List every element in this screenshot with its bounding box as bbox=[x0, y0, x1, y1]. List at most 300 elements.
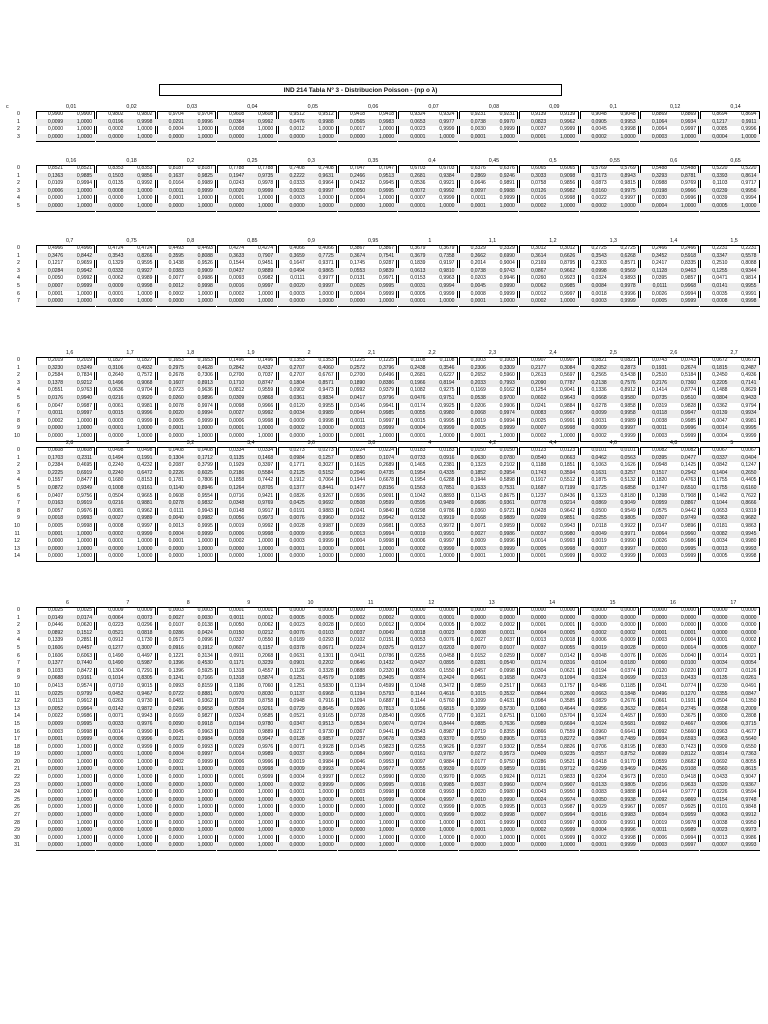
probability-cell: 0,6703 bbox=[410, 165, 426, 171]
cumulative-cell: 0,4677 bbox=[741, 728, 757, 735]
cumulative-cell: 0,0786 bbox=[378, 652, 394, 659]
lambda-label: 0,03 bbox=[186, 104, 198, 110]
cumulative-cell: 0,9884 bbox=[439, 758, 455, 765]
cumulative-cell: 0,9978 bbox=[258, 180, 274, 187]
cumulative-cell: 0,0000 bbox=[560, 614, 576, 621]
table-row bbox=[14, 545, 760, 554]
cumulative-cell: 0,0000 bbox=[741, 629, 757, 636]
probability-cell: 0,0000 bbox=[349, 298, 365, 305]
probability-cell: 0,1353 bbox=[289, 357, 305, 363]
lambda-label: 0,05 bbox=[307, 104, 318, 110]
cumulative-cell: 0,9161 bbox=[137, 484, 153, 491]
probability-cell: 0,0194 bbox=[229, 720, 245, 727]
cumulative-cell: 0,8666 bbox=[741, 500, 757, 507]
cumulative-cell: 0,9815 bbox=[620, 180, 636, 187]
cumulative-cell: 1,0000 bbox=[680, 202, 696, 209]
probability-cell: 0,0016 bbox=[410, 781, 426, 788]
probability-cell: 0,0109 bbox=[47, 180, 63, 187]
probability-cell: 0,0284 bbox=[47, 267, 63, 274]
probability-cell: 0,0083 bbox=[531, 410, 547, 417]
probability-cell: 0,1755 bbox=[712, 477, 728, 484]
probability-cell: 0,1912 bbox=[289, 477, 305, 484]
cumulative-cell: 0,3405 bbox=[378, 675, 394, 682]
probability-cell: 0,1563 bbox=[410, 484, 426, 491]
table-row bbox=[14, 538, 760, 546]
probability-cell: 0,0003 bbox=[349, 789, 365, 796]
cumulative-cell: 0,0142 bbox=[560, 652, 576, 659]
cumulative-cell: 0,0000 bbox=[318, 607, 334, 613]
cumulative-cell: 0,9896 bbox=[197, 394, 213, 401]
probability-cell: 0,0169 bbox=[168, 713, 184, 720]
cumulative-cell: 0,6694 bbox=[560, 720, 576, 727]
cumulative-cell: 0,9992 bbox=[258, 118, 274, 125]
probability-cell: 0,0255 bbox=[591, 515, 607, 522]
probability-cell: 0,1858 bbox=[229, 477, 245, 484]
c-value: 27 bbox=[14, 812, 20, 819]
probability-cell: 0,0147 bbox=[651, 522, 667, 529]
probability-cell: 0,2226 bbox=[168, 469, 184, 476]
cumulative-cell: 0,9907 bbox=[560, 781, 576, 788]
cumulative-cell: 1,0000 bbox=[560, 298, 576, 305]
probability-cell: 0,0001 bbox=[47, 290, 63, 297]
cumulative-cell: 1,0000 bbox=[197, 812, 213, 819]
probability-cell: 0,0001 bbox=[410, 812, 426, 819]
cumulative-cell: 0,0037 bbox=[499, 637, 515, 644]
cumulative-cell: 0,0907 bbox=[560, 357, 576, 363]
table-row bbox=[14, 812, 760, 820]
cumulative-cell: 1,0000 bbox=[197, 553, 213, 560]
probability-cell: 0,0040 bbox=[168, 515, 184, 522]
probability-cell: 0,2725 bbox=[591, 245, 607, 251]
cumulative-cell: 0,2068 bbox=[258, 652, 274, 659]
cumulative-cell: 0,0821 bbox=[620, 357, 636, 363]
probability-cell: 0,1194 bbox=[350, 690, 365, 697]
probability-cell: 0,0565 bbox=[349, 118, 365, 125]
probability-cell: 0,0959 bbox=[651, 500, 667, 507]
cumulative-cell: 0,9993 bbox=[560, 538, 576, 545]
probability-cell: 0,1438 bbox=[168, 260, 184, 267]
probability-cell: 0,0002 bbox=[591, 133, 607, 140]
probability-cell: 0,0111 bbox=[652, 282, 667, 289]
probability-cell: 0,1241 bbox=[168, 675, 184, 682]
probability-cell: 0,0000 bbox=[410, 827, 426, 834]
probability-cell: 0,0031 bbox=[591, 417, 607, 424]
probability-cell: 0,0061 bbox=[108, 402, 124, 409]
probability-cell: 0,0000 bbox=[168, 298, 184, 305]
cumulative-cell: 0,9989 bbox=[680, 827, 696, 834]
table-row bbox=[17, 477, 760, 485]
probability-cell: 0,0216 bbox=[108, 500, 124, 507]
probability-cell: 0,0272 bbox=[470, 751, 486, 758]
probability-cell: 0,2384 bbox=[47, 462, 63, 469]
cumulative-cell: 0,2674 bbox=[680, 364, 696, 371]
probability-cell: 0,0902 bbox=[289, 387, 305, 394]
probability-cell: 0,0020 bbox=[289, 282, 305, 289]
probability-cell: 0,0001 bbox=[349, 545, 365, 552]
cumulative-cell: 0,9796 bbox=[378, 394, 394, 401]
cumulative-cell: 0,9421 bbox=[258, 492, 274, 499]
probability-cell: 0,2033 bbox=[470, 379, 486, 386]
cumulative-cell: 0,3546 bbox=[439, 364, 455, 371]
data-rows bbox=[17, 165, 757, 211]
probability-cell: 0,0462 bbox=[591, 454, 607, 461]
table-row bbox=[17, 417, 760, 426]
probability-cell: 0,1099 bbox=[470, 698, 486, 705]
probability-cell: 0,0189 bbox=[289, 637, 305, 644]
probability-cell: 0,0144 bbox=[651, 789, 667, 796]
probability-cell: 0,0030 bbox=[651, 195, 667, 202]
probability-cell: 0,0226 bbox=[712, 789, 728, 796]
probability-cell: 0,0006 bbox=[47, 187, 63, 194]
cumulative-cell: 0,4657 bbox=[620, 713, 636, 720]
c-value: 17 bbox=[14, 736, 20, 743]
lambda-label: 2,2 bbox=[428, 350, 436, 356]
cumulative-cell: 0,0009 bbox=[137, 607, 153, 613]
cumulative-cell: 0,0000 bbox=[620, 614, 636, 621]
probability-cell: 0,0418 bbox=[591, 758, 607, 765]
cumulative-cell: 0,9981 bbox=[741, 417, 757, 424]
probability-cell: 0,0002 bbox=[591, 553, 607, 560]
probability-cell: 0,0602 bbox=[531, 394, 547, 401]
c-value: 5 bbox=[17, 282, 20, 289]
probability-cell: 0,1414 bbox=[651, 387, 667, 394]
probability-cell: 0,3659 bbox=[289, 252, 305, 259]
probability-cell: 0,0613 bbox=[410, 267, 426, 274]
cumulative-cell: 0,3675 bbox=[680, 713, 696, 720]
probability-cell: 0,0021 bbox=[168, 736, 184, 743]
cumulative-cell: 0,0004 bbox=[680, 637, 696, 644]
cumulative-cell: 0,0005 bbox=[439, 622, 455, 629]
probability-cell: 0,3393 bbox=[712, 172, 728, 179]
cumulative-cell: 0,9379 bbox=[378, 387, 394, 394]
probability-cell: 0,1557 bbox=[47, 477, 63, 484]
cumulative-cell: 0,0212 bbox=[258, 629, 274, 636]
probability-cell: 0,0003 bbox=[651, 133, 667, 140]
probability-cell: 0,0000 bbox=[531, 842, 547, 849]
probability-cell: 0,0013 bbox=[712, 545, 728, 552]
cumulative-cell: 0,9940 bbox=[76, 394, 92, 401]
probability-cell: 0,0384 bbox=[229, 118, 245, 125]
probability-cell: 0,0044 bbox=[349, 410, 365, 417]
cumulative-cell: 0,9999 bbox=[620, 432, 636, 439]
cumulative-cell: 0,9999 bbox=[197, 417, 213, 424]
c-value: 2 bbox=[17, 180, 20, 187]
cumulative-cell: 0,0671 bbox=[318, 644, 334, 651]
probability-cell: 0,0417 bbox=[349, 394, 365, 401]
cumulative-cell: 0,9769 bbox=[258, 500, 274, 507]
cumulative-cell: 0,9960 bbox=[499, 781, 515, 788]
cumulative-cell: 0,4724 bbox=[137, 245, 153, 251]
cumulative-cell: 1,0000 bbox=[137, 553, 153, 560]
probability-cell: 0,0002 bbox=[229, 538, 245, 545]
probability-cell: 0,0203 bbox=[470, 275, 486, 282]
probability-cell: 0,8694 bbox=[712, 111, 728, 117]
cumulative-cell: 1,0000 bbox=[318, 553, 334, 560]
probability-cell: 0,0128 bbox=[289, 736, 305, 743]
probability-cell: 0,0738 bbox=[470, 267, 486, 274]
cumulative-cell: 1,0000 bbox=[378, 545, 394, 552]
lambda-label: 10 bbox=[307, 600, 314, 606]
cumulative-cell: 0,4644 bbox=[560, 705, 576, 712]
cumulative-cell: 0,0101 bbox=[620, 447, 636, 453]
table-row bbox=[14, 789, 760, 797]
cumulative-cell: 1,0000 bbox=[258, 842, 274, 849]
probability-cell: 0,0000 bbox=[289, 553, 305, 560]
cumulative-cell: 1,0000 bbox=[258, 812, 274, 819]
cumulative-cell: 0,9098 bbox=[560, 172, 576, 179]
cumulative-cell: 1,0000 bbox=[439, 202, 455, 209]
probability-cell: 0,0060 bbox=[651, 660, 667, 667]
cumulative-cell: 0,5704 bbox=[560, 713, 576, 720]
probability-cell: 0,0002 bbox=[591, 202, 607, 209]
probability-cell: 0,0006 bbox=[591, 637, 607, 644]
cumulative-cell: 0,9999 bbox=[439, 812, 455, 819]
probability-cell: 0,0646 bbox=[470, 180, 486, 187]
probability-cell: 0,0000 bbox=[470, 842, 486, 849]
cumulative-cell: 0,9165 bbox=[318, 713, 334, 720]
probability-cell: 0,0000 bbox=[229, 133, 245, 140]
probability-cell: 0,0000 bbox=[47, 804, 63, 811]
cumulative-cell: 0,9943 bbox=[137, 713, 153, 720]
probability-cell: 0,3230 bbox=[47, 364, 63, 371]
cumulative-cell: 0,9999 bbox=[439, 195, 455, 202]
cumulative-cell: 1,0000 bbox=[76, 758, 92, 765]
probability-cell: 0,0008 bbox=[470, 629, 486, 636]
lambda-label: 2 bbox=[307, 350, 311, 356]
probability-cell: 0,2572 bbox=[349, 364, 365, 371]
cumulative-cell: 0,8088 bbox=[741, 260, 757, 267]
cumulative-cell: 1,0000 bbox=[197, 290, 213, 297]
poisson-block bbox=[17, 238, 757, 306]
probability-cell: 0,0337 bbox=[229, 637, 245, 644]
probability-cell: 0,0027 bbox=[108, 515, 124, 522]
cumulative-cell: 0,9896 bbox=[680, 522, 696, 529]
cumulative-cell: 0,1094 bbox=[560, 675, 576, 682]
probability-cell: 0,0014 bbox=[229, 751, 245, 758]
probability-cell: 0,0001 bbox=[349, 796, 365, 803]
cumulative-cell: 0,9678 bbox=[378, 736, 394, 743]
probability-cell: 0,0001 bbox=[289, 545, 305, 552]
cumulative-cell: 0,3715 bbox=[741, 720, 757, 727]
cumulative-cell: 0,9839 bbox=[378, 267, 394, 274]
probability-cell: 0,0097 bbox=[410, 758, 426, 765]
cumulative-cell: 0,9972 bbox=[439, 522, 455, 529]
cumulative-cell: 1,0000 bbox=[137, 819, 153, 826]
probability-cell: 0,0007 bbox=[531, 812, 547, 819]
probability-cell: 0,5220 bbox=[712, 165, 728, 171]
probability-cell: 0,0002 bbox=[108, 530, 124, 537]
cumulative-cell: 0,1425 bbox=[680, 462, 696, 469]
c-value: 5 bbox=[17, 644, 20, 651]
cumulative-cell: 0,9631 bbox=[318, 172, 334, 179]
cumulative-cell: 1,0000 bbox=[76, 827, 92, 834]
cumulative-cell: 0,6990 bbox=[499, 252, 515, 259]
probability-cell: 0,0150 bbox=[229, 629, 245, 636]
cumulative-cell: 0,8180 bbox=[620, 492, 636, 499]
cumulative-cell: 0,9991 bbox=[439, 530, 455, 537]
cumulative-cell: 0,1851 bbox=[560, 462, 576, 469]
cumulative-cell: 0,9467 bbox=[137, 690, 153, 697]
probability-cell: 0,0002 bbox=[289, 425, 305, 432]
probability-cell: 0,3012 bbox=[531, 245, 547, 251]
probability-cell: 0,1929 bbox=[229, 462, 245, 469]
cumulative-cell: 0,9418 bbox=[680, 774, 696, 781]
cumulative-cell: 0,4493 bbox=[197, 245, 213, 251]
probability-cell: 0,0000 bbox=[349, 607, 365, 613]
table-row bbox=[17, 394, 760, 403]
cumulative-cell: 0,0780 bbox=[499, 454, 515, 461]
probability-cell: 0,0006 bbox=[229, 530, 245, 537]
probability-cell: 0,0024 bbox=[531, 796, 547, 803]
cumulative-cell: 0,8795 bbox=[560, 260, 576, 267]
lambda-label: 3,2 bbox=[186, 440, 195, 446]
cumulative-cell: 0,4932 bbox=[137, 364, 153, 371]
probability-cell: 0,0001 bbox=[410, 614, 426, 621]
table-row bbox=[14, 796, 760, 805]
probability-cell: 0,0007 bbox=[531, 425, 547, 432]
probability-cell: 0,1771 bbox=[289, 462, 305, 469]
cumulative-cell: 0,9998 bbox=[318, 417, 334, 424]
probability-cell: 0,0181 bbox=[712, 522, 728, 529]
cumulative-cell: 0,9912 bbox=[76, 698, 92, 705]
probability-cell: 0,0003 bbox=[289, 290, 305, 297]
cumulative-cell: 0,0002 bbox=[741, 637, 757, 644]
probability-cell: 0,1188 bbox=[531, 462, 547, 469]
probability-cell: 0,0000 bbox=[47, 538, 63, 545]
probability-cell: 0,1044 bbox=[712, 500, 728, 507]
probability-cell: 0,0000 bbox=[349, 553, 365, 560]
table-row bbox=[17, 133, 760, 142]
cumulative-cell: 0,9980 bbox=[439, 410, 455, 417]
c-value: 16 bbox=[14, 728, 20, 735]
probability-cell: 0,0012 bbox=[289, 126, 305, 133]
probability-cell: 0,0000 bbox=[108, 195, 124, 202]
probability-cell: 0,0000 bbox=[47, 842, 63, 849]
cumulative-cell: 0,9999 bbox=[499, 425, 515, 432]
probability-cell: 0,0030 bbox=[470, 126, 486, 133]
cumulative-cell: 0,9975 bbox=[620, 187, 636, 194]
probability-cell: 0,1099 bbox=[470, 705, 486, 712]
probability-cell: 0,1056 bbox=[410, 705, 426, 712]
probability-cell: 0,0056 bbox=[229, 515, 245, 522]
probability-cell: 0,0332 bbox=[108, 267, 124, 274]
probability-cell: 0,1126 bbox=[289, 667, 305, 674]
probability-cell: 0,0000 bbox=[47, 758, 63, 765]
probability-cell: 0,0003 bbox=[289, 538, 305, 545]
probability-cell: 0,0005 bbox=[470, 425, 486, 432]
cumulative-cell: 0,0021 bbox=[741, 652, 757, 659]
probability-cell: 0,0002 bbox=[531, 432, 547, 439]
probability-cell: 0,0000 bbox=[229, 789, 245, 796]
cumulative-cell: 0,9946 bbox=[499, 275, 515, 282]
probability-cell: 0,0062 bbox=[108, 275, 124, 282]
lambda-label: 8 bbox=[186, 600, 190, 606]
cumulative-cell: 1,0000 bbox=[318, 804, 334, 811]
probability-cell: 0,0536 bbox=[410, 180, 426, 187]
cumulative-cell: 0,9302 bbox=[499, 743, 515, 750]
probability-cell: 0,0142 bbox=[108, 705, 124, 712]
probability-cell: 0,0905 bbox=[410, 713, 426, 720]
probability-cell: 0,3614 bbox=[531, 252, 547, 259]
cumulative-cell: 0,7572 bbox=[137, 372, 153, 379]
probability-cell: 0,1703 bbox=[47, 454, 63, 461]
probability-cell: 0,0000 bbox=[47, 834, 63, 841]
probability-cell: 0,0550 bbox=[470, 736, 486, 743]
cumulative-cell: 0,9960 bbox=[680, 530, 696, 537]
cumulative-cell: 0,6678 bbox=[378, 477, 394, 484]
cumulative-cell: 0,8571 bbox=[620, 260, 636, 267]
cumulative-cell: 0,9996 bbox=[620, 290, 636, 297]
probability-cell: 0,0063 bbox=[712, 812, 728, 819]
probability-cell: 0,0728 bbox=[349, 713, 365, 720]
lambda-label: 0,9 bbox=[307, 238, 315, 244]
probability-cell: 0,0131 bbox=[349, 275, 365, 282]
probability-cell: 0,0000 bbox=[47, 751, 63, 758]
probability-cell: 0,0023 bbox=[289, 622, 305, 629]
probability-cell: 0,0963 bbox=[712, 728, 728, 735]
table-row bbox=[14, 720, 760, 729]
probability-cell: 0,0437 bbox=[410, 660, 426, 667]
cumulative-cell: 0,9998 bbox=[560, 425, 576, 432]
probability-cell: 0,0149 bbox=[47, 614, 63, 621]
cumulative-cell: 0,4628 bbox=[197, 364, 213, 371]
cumulative-cell: 0,3632 bbox=[620, 705, 636, 712]
probability-cell: 0,0347 bbox=[289, 720, 305, 727]
probability-cell: 0,1653 bbox=[168, 357, 184, 363]
cumulative-cell: 0,9998 bbox=[378, 538, 394, 545]
probability-cell: 0,0004 bbox=[410, 622, 426, 629]
probability-cell: 0,0847 bbox=[591, 736, 607, 743]
probability-cell: 0,2176 bbox=[651, 379, 667, 386]
probability-cell: 0,0020 bbox=[470, 789, 486, 796]
probability-cell: 0,0823 bbox=[531, 118, 547, 125]
probability-cell: 0,1064 bbox=[651, 118, 667, 125]
cumulative-cell: 1,0000 bbox=[258, 796, 274, 803]
probability-cell: 0,0859 bbox=[470, 682, 486, 689]
lambda-label: 13 bbox=[488, 600, 495, 606]
probability-cell: 0,0948 bbox=[651, 462, 667, 469]
cumulative-cell: 0,7559 bbox=[560, 728, 576, 735]
probability-cell: 0,0001 bbox=[229, 607, 245, 613]
probability-cell: 0,0065 bbox=[470, 774, 486, 781]
probability-cell: 0,1339 bbox=[47, 637, 63, 644]
probability-cell: 0,0016 bbox=[591, 812, 607, 819]
cumulative-cell: 0,9108 bbox=[680, 766, 696, 773]
cumulative-cell: 0,9549 bbox=[620, 507, 636, 514]
cumulative-cell: 0,0183 bbox=[439, 447, 455, 453]
probability-cell: 0,0118 bbox=[591, 522, 607, 529]
probability-cell: 0,1194 bbox=[350, 682, 365, 689]
table-row bbox=[17, 165, 760, 173]
c-value: 9 bbox=[17, 675, 20, 682]
probability-cell: 0,1171 bbox=[229, 660, 245, 667]
probability-cell: 0,0728 bbox=[229, 698, 245, 705]
probability-cell: 0,0778 bbox=[531, 500, 547, 507]
c-value: 11 bbox=[14, 530, 20, 537]
probability-cell: 0,1494 bbox=[108, 454, 124, 461]
probability-cell: 0,1827 bbox=[108, 357, 124, 363]
cumulative-cell: 0,0663 bbox=[560, 454, 576, 461]
probability-cell: 0,0992 bbox=[651, 720, 667, 727]
probability-cell: 0,1852 bbox=[470, 469, 486, 476]
cumulative-cell: 0,9041 bbox=[560, 387, 576, 394]
cumulative-cell: 0,8645 bbox=[318, 705, 334, 712]
table-row bbox=[17, 614, 760, 623]
cumulative-cell: 0,9997 bbox=[620, 545, 636, 552]
cumulative-cell: 0,9324 bbox=[439, 111, 455, 117]
cumulative-cell: 0,4060 bbox=[318, 364, 334, 371]
cumulative-cell: 0,3257 bbox=[620, 469, 636, 476]
